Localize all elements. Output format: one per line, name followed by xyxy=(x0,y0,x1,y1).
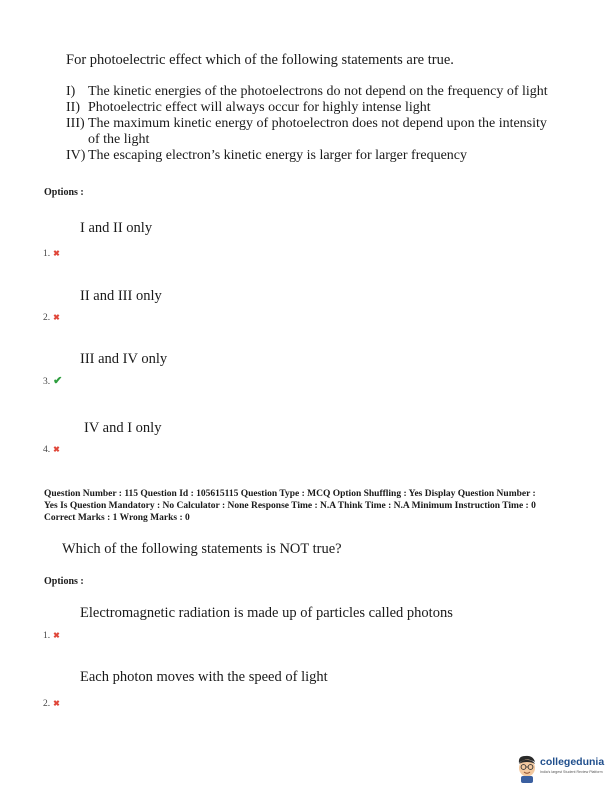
q2-option-1-text: Electromagnetic radiation is made up of particles called photons xyxy=(80,605,453,621)
statement-number: I) xyxy=(66,84,76,99)
option-number: 4. xyxy=(43,445,51,455)
statement-3 xyxy=(66,116,566,132)
cross-icon: ✖ xyxy=(53,699,60,708)
options-label: Options : xyxy=(44,576,84,587)
question-1-text: For photoelectric effect which of the following statements are true. xyxy=(66,52,454,68)
statement-text: of the light xyxy=(88,132,150,147)
statement-text: The maximum kinetic energy of photoelectron does not depend upon the intensity xyxy=(88,116,547,131)
statement-3-continued xyxy=(66,132,566,148)
collegedunia-logo xyxy=(516,753,608,785)
option-number: 2. xyxy=(43,699,51,709)
statement-1 xyxy=(66,84,566,100)
statement-number: III) xyxy=(66,116,85,131)
option-number: 1. xyxy=(43,249,51,259)
statement-number: IV) xyxy=(66,148,86,163)
statement-text: The kinetic energies of the photoelectrons do not depend on the frequency of light xyxy=(88,84,548,99)
option-3-text: III and IV only xyxy=(80,351,168,367)
option-1-text: I and II only xyxy=(80,220,153,236)
cross-icon: ✖ xyxy=(53,249,60,258)
options-label: Options : xyxy=(44,187,84,198)
option-number: 1. xyxy=(43,631,51,641)
cross-icon: ✖ xyxy=(53,631,60,640)
question-2-text: Which of the following statements is NOT true? xyxy=(62,541,342,557)
option-4-text: IV and I only xyxy=(84,420,162,436)
option-3-marker xyxy=(43,376,62,387)
cross-icon: ✖ xyxy=(53,313,60,322)
option-2-marker xyxy=(43,313,60,323)
statement-text: The escaping electron’s kinetic energy is larger for larger frequency xyxy=(88,148,468,163)
statement-text: Photoelectric effect will always occur for highly intense light xyxy=(88,100,431,115)
meta-line-3: Correct Marks : 1 Wrong Marks : 0 xyxy=(44,513,190,523)
meta-line-2: Yes Is Question Mandatory : No Calculator : None Response Time : N.A Think Time : N.A Minimum Instruction Time : 0 xyxy=(44,501,536,511)
cross-icon: ✖ xyxy=(53,445,60,454)
option-1-marker xyxy=(43,249,60,259)
option-2-text: II and III only xyxy=(80,288,162,304)
question-2-meta xyxy=(44,488,584,524)
option-4-marker xyxy=(43,445,60,455)
option-number: 3. xyxy=(43,376,51,387)
option-number: 2. xyxy=(43,313,51,323)
meta-line-1: Question Number : 115 Question Id : 105615115 Question Type : MCQ Option Shuffling : Yes Display Question Number : xyxy=(44,489,536,499)
mascot-face-icon xyxy=(516,754,538,784)
statement-number: II) xyxy=(66,100,80,115)
q2-option-2-marker xyxy=(43,699,60,709)
check-icon: ✔ xyxy=(53,375,63,387)
statement-4 xyxy=(66,148,566,164)
q2-option-2-text: Each photon moves with the speed of light xyxy=(80,669,328,685)
logo-tagline: India's largest Student Review Platform xyxy=(540,770,603,774)
logo-name: collegedunia xyxy=(540,756,605,768)
q2-option-1-marker xyxy=(43,631,60,641)
statement-2 xyxy=(66,100,566,116)
